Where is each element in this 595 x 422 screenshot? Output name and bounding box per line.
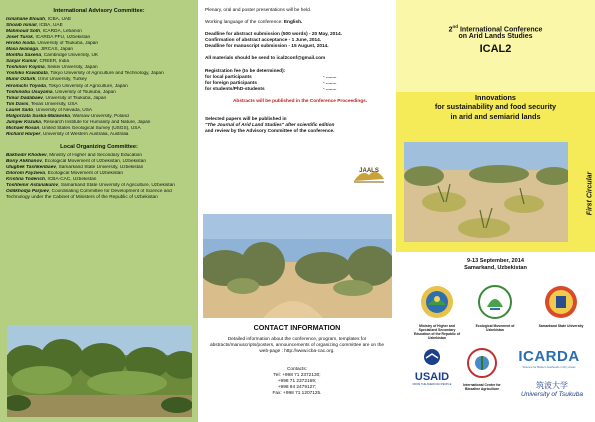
usaid-tagline: FROM THE AMERICAN PEOPLE xyxy=(412,383,452,386)
member-name: Kristina Toderich xyxy=(6,177,45,183)
member-name: Boriy Alikhanov xyxy=(6,158,42,164)
ecological-emblem-icon xyxy=(478,285,512,319)
fax: Fax: +998 71 1207125. xyxy=(272,391,322,397)
conference-theme xyxy=(400,93,591,121)
member-name: Yoshiko Kawabata xyxy=(6,71,48,77)
member-name: Mahmoud Solh xyxy=(6,29,41,35)
icba-caption: International Center for Biosaline Agriculture xyxy=(463,383,501,391)
conference-ordinal: nd xyxy=(452,24,458,29)
committee-member xyxy=(6,132,192,138)
member-affiliation: , Tokyo University of Agriculture and Technology, Japan xyxy=(47,71,164,77)
first-circular-label: First Circular xyxy=(586,171,594,216)
member-name: Malgorzata Suska-Malawska xyxy=(6,113,70,119)
member-name: Sanjar Kumar xyxy=(6,59,37,65)
fee-value: - ........ xyxy=(323,80,337,86)
ecological-caption: Ecological Movement of Uzbekistan xyxy=(475,324,515,332)
member-affiliation: , University of Tsukuba, Japan xyxy=(42,95,107,101)
abstract-deadline: Deadline for abstract submission (500 words) - 20 May, 2014. xyxy=(205,32,342,38)
manuscript-deadline: Deadline for manuscript submission - 15 August, 2014. xyxy=(205,44,329,50)
member-name: Toshinobu Usuyama xyxy=(6,89,53,95)
plenary-text: Plenary, oral and poster presentations will be held. xyxy=(205,8,312,13)
member-affiliation: , ICBA, UAE xyxy=(36,23,63,29)
conference-title-block xyxy=(396,0,595,92)
theme-line-1: Innovations xyxy=(475,93,516,102)
jaals-text: JAALS xyxy=(359,168,379,174)
member-name: Jumpei Kozuka xyxy=(6,119,41,125)
contact-text: Detailed information about the conference, program, templates for abstracts/manuscripts/posters, announcements of organizing committee are on the web-page : http://www.icba-cac.org. xyxy=(210,337,384,355)
member-name: Dilorom Fayzieva xyxy=(6,171,46,177)
conference-title-line1 xyxy=(396,24,595,33)
member-affiliation: , Ecological Movement of Uzbekistan, Uzbekistan xyxy=(42,158,147,164)
member-affiliation: , ICBA-CAC, Uzbekistan xyxy=(44,177,97,183)
fee-label: for foreign participants xyxy=(205,80,257,86)
ministry-caption: Ministry of Higher and Specialized Secondary Education of the Republic of Uzbekistan xyxy=(414,324,460,340)
member-name: Richard Harper xyxy=(6,131,41,137)
member-affiliation: , Tokyo University of Agriculture, Japan xyxy=(45,83,128,89)
member-affiliation: , Ministry of Higher and Secondary Education xyxy=(46,152,142,158)
language-label: Working language of the conference: xyxy=(205,20,284,26)
theme-line-3: in arid and semiarid lands xyxy=(450,111,541,121)
conference-number: 2 xyxy=(448,26,453,34)
phone-2: +998 71 2372169; xyxy=(277,379,317,385)
submission-email: All materials should be send to ical2conf@gmail.com xyxy=(205,56,326,62)
samarkand-university-logo xyxy=(536,285,586,328)
member-name: Ismahane Elouafi xyxy=(6,17,46,22)
contacts-block xyxy=(208,367,386,397)
ministry-emblem-icon xyxy=(420,285,454,319)
member-affiliation: , Ecological Movement of Uzbekistan xyxy=(45,171,123,177)
conference-name: International Conference xyxy=(458,26,543,34)
conference-acronym: ICAL2 xyxy=(479,43,512,55)
member-affiliation: , Samarkand State University, Uzbekistan xyxy=(55,165,144,171)
member-affiliation: , University of Tsukuba, Japan xyxy=(34,41,99,47)
cover-panel xyxy=(396,0,595,422)
member-affiliation: , Izmir University, Turkey xyxy=(35,77,87,83)
member-name: Munir Ozturk xyxy=(6,77,36,83)
selected-papers-2: "The Journal of Arid Land Studies" after scientific edition xyxy=(205,123,335,129)
ecological-movement-logo xyxy=(470,285,520,332)
tsukuba-logo xyxy=(514,380,590,398)
phone-1: Tel: +998 71 2372130; xyxy=(273,373,321,379)
contact-title: CONTACT INFORMATION xyxy=(253,323,341,332)
desert-shrubs-photo xyxy=(203,214,392,318)
member-name: Ulugbek Tashkenbaev xyxy=(6,165,56,171)
member-name: Tim Davis xyxy=(6,101,29,107)
usaid-seal-icon xyxy=(419,348,445,366)
ministry-logo xyxy=(412,285,462,340)
tsukuba-wordmark: University of Tsukuba xyxy=(521,391,583,398)
member-affiliation: , Cambridge University, UK xyxy=(41,53,99,59)
local-committee-list xyxy=(6,153,192,201)
member-name: Shoaib Ismail xyxy=(6,23,37,29)
advisory-committee-title: International Advisory Committee: xyxy=(53,8,145,14)
fee-value: - ........ xyxy=(323,74,337,80)
registration-fee-list xyxy=(205,75,390,93)
member-name: Josef Turok xyxy=(6,35,33,41)
member-affiliation: , Samarkand State University of Agriculture, Uzbekistan xyxy=(58,183,175,189)
member-affiliation: , ICARDA, Lebanon xyxy=(40,29,82,35)
info-panel xyxy=(198,0,396,422)
fee-label: for students/PhD-students xyxy=(205,86,265,92)
fee-label: for local participants xyxy=(205,74,252,80)
conference-date-place xyxy=(396,258,595,272)
advisory-committee-list xyxy=(6,17,192,138)
tsukuba-japanese-name: 筑波大学 xyxy=(536,381,568,390)
usaid-logo xyxy=(406,348,458,386)
conference-location: Samarkand, Uzbekistan xyxy=(464,265,527,271)
conference-dates: 9-13 September, 2014 xyxy=(467,258,524,264)
member-affiliation: , CREER, India xyxy=(36,59,70,65)
selected-papers-3: and review by the Advisory Committee of the conference. xyxy=(205,129,335,135)
icarda-wordmark: ICARDA xyxy=(518,348,580,365)
member-affiliation: , United States Geological Survey (USGS), USA xyxy=(39,125,141,131)
icba-emblem-icon xyxy=(467,348,497,378)
contacts-label: Contacts: xyxy=(286,367,308,372)
member-affiliation: , ICARDA PFU, Uzbekistan xyxy=(32,35,91,41)
orchard-photo xyxy=(7,325,192,417)
member-name: Michael Rosan xyxy=(6,125,40,131)
member-affiliation: , Warsaw University, Poland xyxy=(69,113,129,119)
member-name: Monthu Saxena xyxy=(6,53,42,59)
language-value: English. xyxy=(283,20,303,26)
member-name: Hiroko Isoda xyxy=(6,41,35,47)
registration-fee-title: Registration fee (to be determined): xyxy=(205,68,286,74)
member-name: Hiromichi Toyoda xyxy=(6,83,46,89)
member-name: Masa Iwanaga xyxy=(6,47,38,53)
usaid-wordmark: USAID xyxy=(414,371,450,383)
selected-papers-1: Selected papers will be published in xyxy=(205,117,287,123)
member-affiliation: , University of Western Australia, Australia xyxy=(40,131,129,137)
icarda-logo xyxy=(506,348,592,369)
jaals-logo xyxy=(352,163,386,185)
member-affiliation: , ICBA, UAE xyxy=(45,17,72,22)
samarkand-caption: Samarkand State University xyxy=(538,324,584,328)
acceptance-deadline: Confirmation of abstract acceptance - 1 June, 2014. xyxy=(205,38,322,44)
committees-panel xyxy=(0,0,198,422)
member-affiliation: , Texas University, USA xyxy=(28,101,78,107)
member-affiliation: , Seikei University, Japan xyxy=(44,65,98,71)
fee-value: - ........ xyxy=(323,86,337,92)
member-affiliation: , JIRCAS, Japan xyxy=(37,47,74,53)
member-affiliation: , Research Institute for Humanity and Nature, Japan xyxy=(40,119,151,125)
icba-logo xyxy=(460,348,504,391)
committee-member xyxy=(6,189,192,201)
member-name: Laurel Saito xyxy=(6,107,34,113)
arid-landscape-photo xyxy=(404,142,568,242)
samarkand-emblem-icon xyxy=(544,285,578,319)
member-affiliation: , Coordinating Committee for Development of Science and Technology under the Cabinet of Ministers of the Republic of Uzbekistan xyxy=(6,189,172,201)
member-name: Toshtemir Astanakulov xyxy=(6,183,59,189)
member-affiliation: , University of Tsukuba, Japan xyxy=(52,89,116,95)
member-name: Toshinori Kojima xyxy=(6,65,45,71)
phone-3: +998 94 2479127; xyxy=(277,385,317,391)
theme-line-2: for sustainability and food security xyxy=(434,102,557,112)
icarda-tagline: Science for Better Livelihoods in Dry Areas xyxy=(522,365,576,369)
member-name: Bakhodir Khodiev xyxy=(6,152,47,158)
proceedings-note: Abstracts will be published in the Conference Proceedings. xyxy=(233,98,368,104)
local-committee-title: Local Organizing Committee: xyxy=(60,143,138,150)
member-affiliation: , University of Nevada, USA xyxy=(33,107,93,113)
member-name: Odilkhodja Parpiev xyxy=(6,189,50,195)
conference-title-line2: on Arid Lands Studies xyxy=(458,33,533,40)
member-name: Timur Dadabaev xyxy=(6,95,43,101)
